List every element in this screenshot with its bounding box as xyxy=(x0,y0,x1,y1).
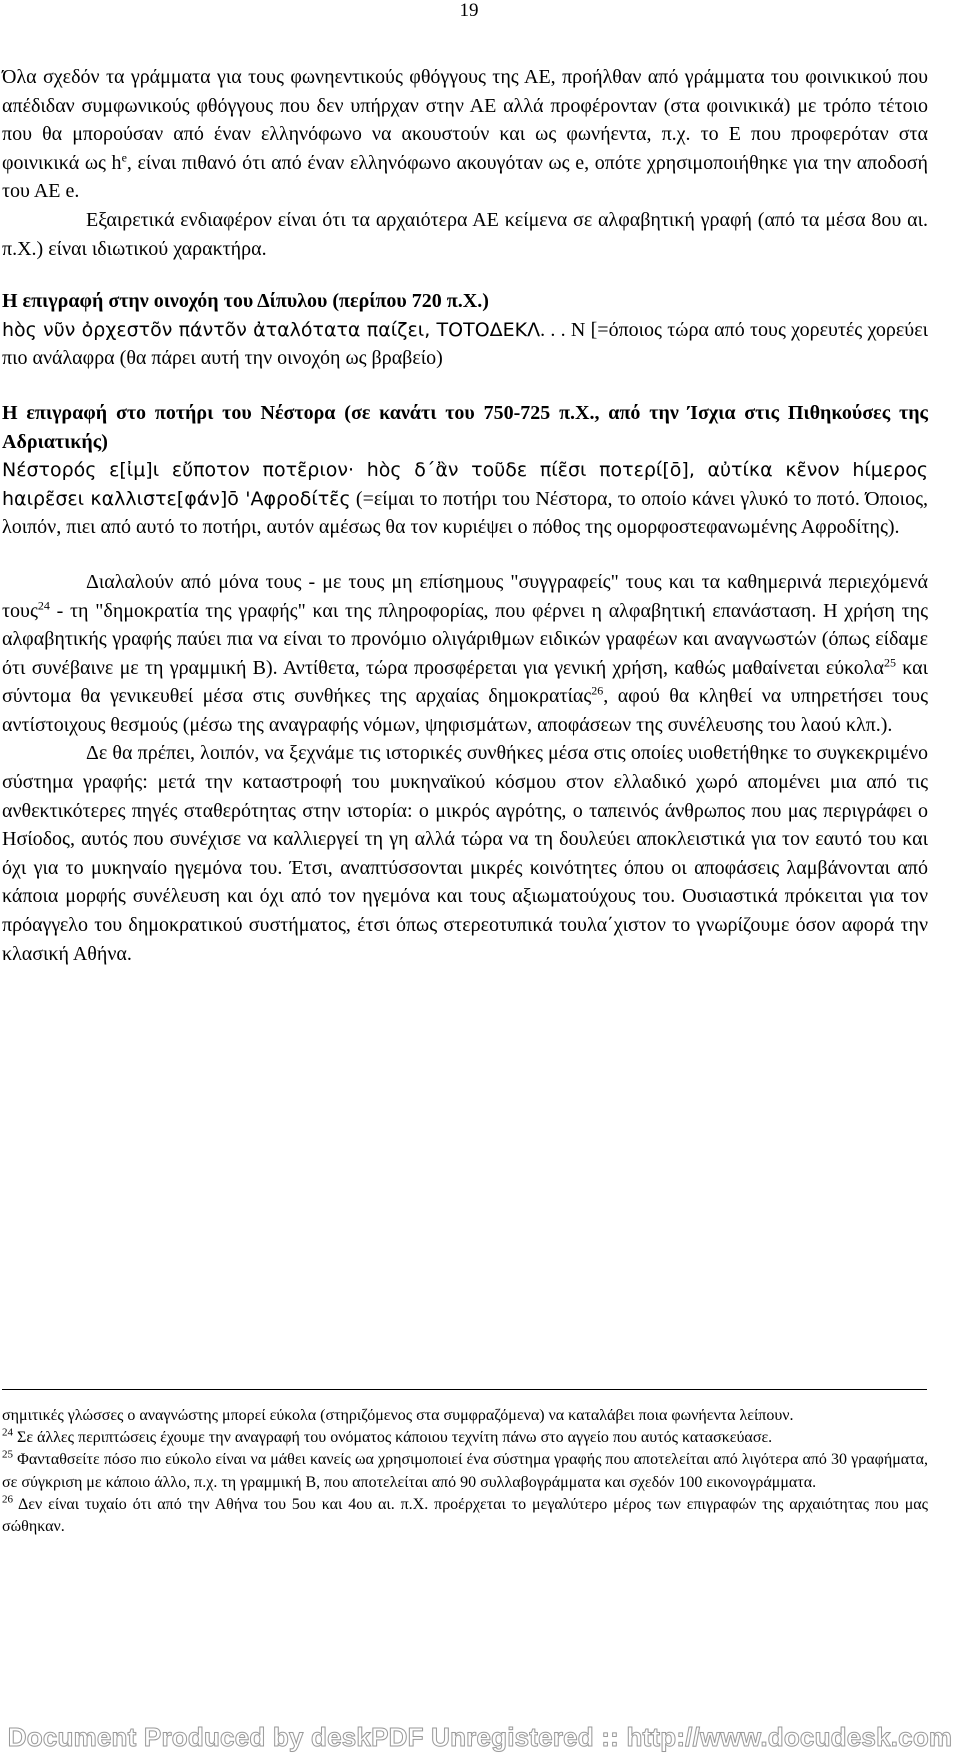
inscription-dipylon-greek: hὸς νῦν ὀρχεστõν πάντõν ἀταλότατα παίζει, ΤΟΤΟΔΕΚΛ xyxy=(2,318,541,341)
paragraph-vowels xyxy=(2,63,928,206)
footnote-24 xyxy=(2,1427,928,1449)
footnote-ref-25: 25 xyxy=(883,655,896,670)
watermark: Document Produced by deskPDF Unregistered :: http://www.docudesk.com xyxy=(7,1722,953,1752)
footnote-divider xyxy=(2,1389,927,1390)
paragraph-private-texts: Εξαιρετικά ενδιαφέρον είναι ότι τα αρχαιότερα ΑΕ κείμενα σε αλφαβητική γραφή (από τα μέσα 8ου αι. π.Χ.) είναι ιδιωτικού χαρακτήρα. xyxy=(2,208,928,260)
footnote-continuation: σημιτικές γλώσσες ο αναγνώστης μπορεί εύκολα (στηριζόμενος στα συμφραζόμενα) να καταλάβει ποια φωνήεντα λείπουν. xyxy=(2,1407,794,1424)
paragraph-vowels-end: , είναι πιθανό ότι από έναν ελληνόφωνο ακουγόταν ως e, οπότε χρησιμοποιήθηκε για την αποδοσή του ΑΕ e. xyxy=(2,151,928,203)
main-body xyxy=(2,63,928,968)
footnote-text: Φανταθσείτε πόσο πιο εύκολο είναι να μάθει κανείς ωα χρησιμοποιεί ένα σύστημα γραφής που αποτελείται από λιγότερα από 30 γραφήματα, σε σύγκριση με κάποιο άλλο, π.χ. τη γραμμική Β, που αποτελείται από 90 συλλαβογράμματα και σχεδόν 100 εικονογράμματα. xyxy=(2,1451,928,1491)
footnote-text: Σε άλλες περιπτώσεις έχουμε την αναγραφή του ονόματος κάποιου τεχνίτη πάνω στο αγγείο που αυτός κατασκεύασε. xyxy=(13,1429,773,1447)
inscription-dipylon xyxy=(2,316,928,373)
footnote-text: Δεν είναι τυχαίο ότι από την Αθήνα του 5ου και 4ου αι. π.Χ. προέρχεται το μεγαλύτερο μέρος των επιγραφών της αρχαιότητας που μας σώθηκαν. xyxy=(2,1495,928,1536)
footnote-26 xyxy=(2,1494,928,1538)
footnote-number: 25 xyxy=(2,1449,13,1462)
inscription-dipylon-translation: . . . Ν [=όποιος τώρα από τους χορευτές χορεύει πιο ανάλαφρα (θα πάρει αυτή την οινοχόη ως βραβείο) xyxy=(2,318,928,370)
paragraph-vowels-text: Όλα σχεδόν τα γράμματα για τους φωνηεντικούς φθόγγους της ΑΕ, προήλθαν από γράμματα του φοινικικού που απέδιδαν συμφωνικούς φθόγγους που δεν υπήρχαν στην ΑΕ αλλά προφέρονταν (στα φοινικικά) με τρόπο τέτοιο που θα μπορούσαν από έναν ελληνόφωνο να ακουστούν και ως φωνήεντα, π.χ. το Ε που προφερόταν στα φοινικικά ως h xyxy=(2,66,928,174)
heading-dipylon-oinochoe: Η επιγραφή στην οινοχόη του Δίπυλου (περίπου 720 π.Χ.) xyxy=(2,290,489,313)
paragraph-democracy-text-d: , αφού θα κληθεί να υπηρετήσει τους αντίστοιχους θεσμούς (μέσω της αναγραφής νόμων, ψηφισμάτων, αποφάσεων της συνέλευσης του λαού κλπ.). xyxy=(2,685,928,736)
inscription-nestor-greek: Νέστορός ε[ἰμ]ι εὔποτον ποτε͂ριον· hὸς δ΄ἂν τοῦδε πίε͂σι ποτερί[ō], αὐτίκα κε͂νον hίμερος hαιρε͂σει καλλιστε[φάν]ō 'Αφροδίτε͂ς xyxy=(2,459,928,510)
heading-nestor-cup: Η επιγραφή στο ποτήρι του Νέστορα (σε κανάτι του 750-725 π.Χ., από την Ίσχια στις Πιθηκούσες της Αδριατικής) xyxy=(2,401,928,453)
footnote-ref-26: 26 xyxy=(591,683,604,698)
paragraph-historical-conditions: Δε θα πρέπει, λοιπόν, να ξεχνάμε τις ιστορικές συνθήκες μέσα στις οποίες υιοθετήθηκε το συγκεκριμένο σύστημα γραφής: μετά την καταστροφή του μυκηναϊκού κόσμου στον ελλαδικό χωρό απομένει μια από τις ανθεκτικότερες πηγές σταθερότητας στην ιστορία: ο μικρός αγρότης, ο ταπεινός άνθρωπος που μας περιγράφει ο Ησίοδος, αυτός που συνέχισε να καλλιεργεί τη γη αλλά τώρα να τη δουλεύει αποκλειστικά για τον εαυτό του και όχι για το μυκηναίο ηγεμόνα του. Έτσι, αναπτύσσονται μικρές κοινότητες όπου οι αποφάσεις λαμβάνονται από κάποια μορφής συνέλευση και όχι από τον ηγεμόνα και τους αξιωματούχους του. Ουσιαστικά πρόκειται για τον πρόαγγελο του δημοκρατικού συστήματος, έτσι όπως στερεοτυπικά τουλα΄χιστον το γνωρίζουμε όσον αφορά την κλασική Αθήνα. xyxy=(2,742,928,965)
inscription-nestor xyxy=(2,456,928,542)
footnote-25 xyxy=(2,1449,928,1493)
inscription-nestor-translation: (=είμαι το ποτήρι του Νέστορα, το οποίο κάνει γλυκό το ποτό. Όποιος, λοιπόν, πιει από αυτό το ποτήρι, αυτόν αμέσως θα τον κυριέψει ο πόθος της ομορφοστεφανωμένης Αφροδίτης). xyxy=(2,487,928,539)
footnote-number: 24 xyxy=(2,1426,13,1439)
page-number: 19 xyxy=(459,0,479,21)
paragraph-democracy-text-c: και σύντομα θα γενικευθεί μέσα στις συνθήκες της αρχαίας δημοκρατίας xyxy=(2,656,929,708)
paragraph-democracy-text-a: Διαλαλούν από μόνα τους - με τους μη επίσημους "συγγραφείς" τους και τα καθημερινά περιεχόμενά τους xyxy=(2,570,928,622)
superscript-e: e xyxy=(121,150,127,165)
footnotes xyxy=(2,1405,928,1538)
paragraph-democracy-of-writing xyxy=(2,568,928,740)
footnote-number: 26 xyxy=(2,1493,13,1506)
paragraph-democracy-text-b: - τη "δημοκρατία της γραφής" και της πληροφορίας, που φέρνει η αλφαβητική επανάσταση. Η χρήση της αλφαβητικής γραφής παύει πια να είναι το προνόμιο ολιγάριθμων ειδικών γραφέων και αναγνωστών (όπως είδαμε ότι συνέβαινε με τη γραμμική Β). Αντίθετα, τώρα προσφέρεται για γενική χρήση, καθώς μαθαίνεται εύκολα xyxy=(2,599,928,679)
footnote-ref-24: 24 xyxy=(37,597,50,612)
